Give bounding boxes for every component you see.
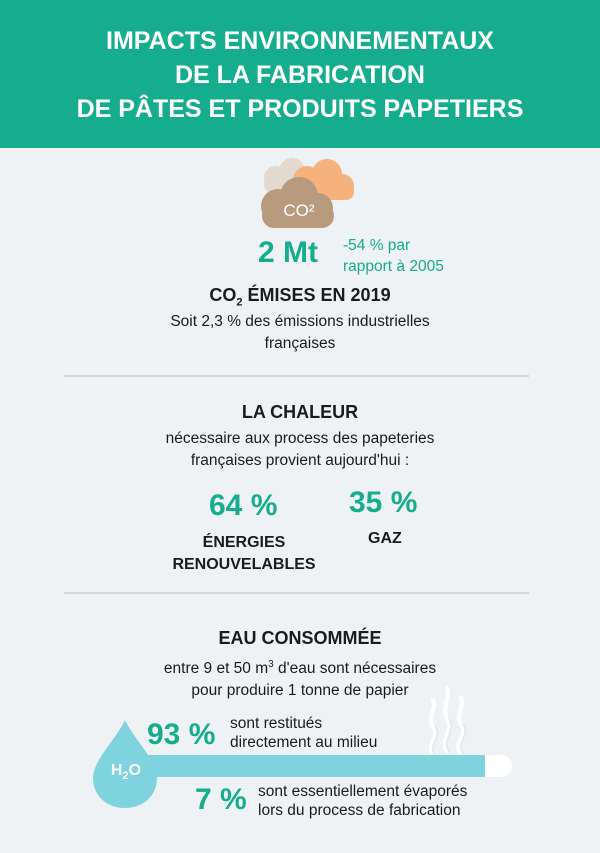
h2o-pre: H <box>110 762 123 779</box>
water-evaporated-text <box>258 782 467 820</box>
heat-desc-line-1: nécessaire aux process des papeteries <box>165 430 435 447</box>
water-returned-text <box>230 714 377 752</box>
co2-cloud-label: CO² <box>283 201 315 220</box>
water-returned-line-1: sont restitués <box>230 715 323 732</box>
steam-icon <box>423 682 471 760</box>
header-title-line-2: DE LA FABRICATION <box>175 61 425 89</box>
water-desc-line-1-sup: 3 <box>268 659 274 670</box>
water-evaporated-line-2: lors du process de fabrication <box>258 802 461 819</box>
renewable-label-line-2: RENOUVELABLES <box>172 556 316 573</box>
co2-desc-line-2: françaises <box>264 335 336 352</box>
water-return-bar <box>120 755 512 777</box>
heat-desc-line-2: françaises provient aujourd'hui : <box>190 452 410 469</box>
co2-title <box>0 285 600 309</box>
renewable-label-line-1: ÉNERGIES <box>202 534 286 551</box>
co2-desc-line-1: Soit 2,3 % des émissions industrielles <box>170 313 430 330</box>
page-header <box>0 0 600 148</box>
co2-description <box>150 311 450 355</box>
co2-emission-value: 2 Mt <box>258 236 318 269</box>
renewable-label <box>150 532 338 576</box>
header-title-line-3: DE PÂTES ET PRODUITS PAPETIERS <box>76 95 524 123</box>
gas-label: GAZ <box>368 530 402 547</box>
co2-note-line-2: rapport à 2005 <box>343 258 444 275</box>
water-evaporated-line-1: sont essentiellement évaporés <box>258 783 468 800</box>
water-desc-line-1-pre: entre 9 et 50 m <box>163 660 269 678</box>
water-title: EAU CONSOMMÉE <box>218 628 382 648</box>
header-title-line-1: IMPACTS ENVIRONNEMENTAUX <box>106 27 494 55</box>
co2-title-post: ÉMISES EN 2019 <box>242 285 391 305</box>
water-drop-label <box>101 762 151 782</box>
water-returned-line-2: directement au milieu <box>230 734 378 751</box>
section-divider-1 <box>64 375 529 377</box>
co2-title-pre: CO <box>209 285 237 305</box>
gas-percentage: 35 % <box>349 486 418 519</box>
water-desc-line-1 <box>120 654 480 680</box>
heat-title: LA CHALEUR <box>241 402 359 422</box>
co2-note-line-1: -54 % par <box>343 237 411 254</box>
water-return-bar-fill <box>120 755 485 777</box>
co2-title-sub: 2 <box>236 296 243 309</box>
co2-cloud-icon <box>252 158 362 240</box>
renewable-percentage: 64 % <box>209 489 278 522</box>
heat-description <box>120 428 480 472</box>
water-evaporated-percentage: 7 % <box>195 783 247 816</box>
water-returned-percentage: 93 % <box>147 718 216 751</box>
section-divider-2 <box>64 592 529 594</box>
h2o-sub: 2 <box>122 770 129 783</box>
water-desc-line-2: pour produire 1 tonne de papier <box>191 682 409 700</box>
water-desc-line-1-post: d'eau sont nécessaires <box>273 660 437 678</box>
h2o-post: O <box>128 762 142 779</box>
co2-reduction-note <box>343 235 444 277</box>
